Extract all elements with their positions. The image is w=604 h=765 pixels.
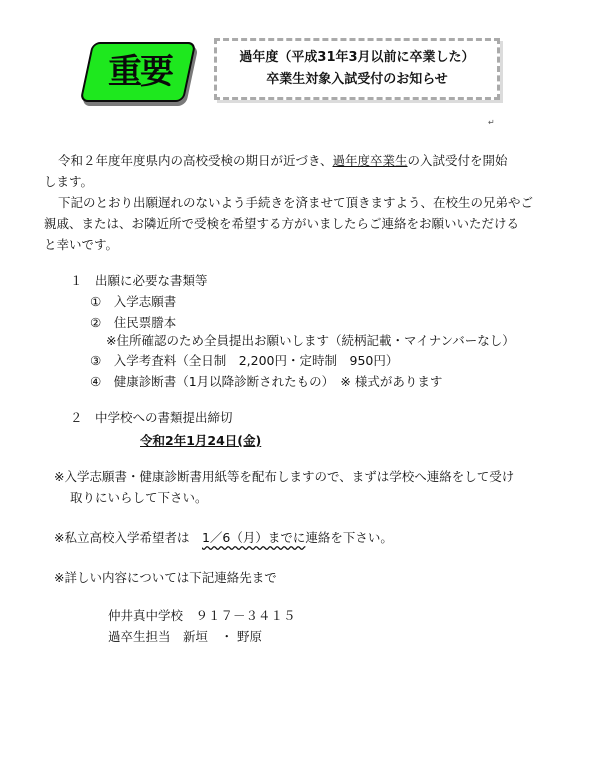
note-3: ※詳しい内容については下記連絡先まで <box>54 570 277 585</box>
note-2-date: 1／6（月）までに <box>201 530 306 545</box>
section1-heading: １ 出願に必要な書類等 <box>70 273 208 288</box>
intro-line-1-start: 令和２年度年度県内の高校受検の期日が近づき、 <box>58 153 333 168</box>
paragraph-mark: ↵ <box>488 118 495 127</box>
title-line-1: 過年度（平成31年3月以前に卒業した） <box>239 50 475 65</box>
intro-line-5: と幸いです。 <box>44 237 119 252</box>
note-2-end: 連絡を下さい。 <box>305 530 393 545</box>
title-line-2: 卒業生対象入試受付のお知らせ <box>266 72 448 87</box>
intro-highlight: 過年度卒業生 <box>332 153 408 168</box>
section1-note: ※住所確認のため全員提出お願いします（続柄記載・マイナンバーなし） <box>106 333 515 348</box>
contact-school: 仲井真中学校 ９１７－３４１５ <box>108 608 296 623</box>
section1-item-4: ④ 健康診断書（1月以降診断されたもの） ※ 様式があります <box>90 374 443 389</box>
intro-line-1-end: の入試受付を開始 <box>407 153 508 168</box>
note-2 <box>54 527 393 548</box>
important-badge-label: 重要 <box>108 52 172 92</box>
intro-line-2: します。 <box>44 174 94 189</box>
contact-staff: 過卒生担当 新垣 ・ 野原 <box>108 629 262 644</box>
section1-item-1: ① 入学志願書 <box>90 294 177 309</box>
note-1-line-1: ※入学志願書・健康診断書用紙等を配布しますので、まずは学校へ連絡をして受け <box>54 469 515 484</box>
deadline-date: 令和2年1月24日(金) <box>140 433 262 448</box>
note-1-line-2: 取りにいらして下さい。 <box>70 490 208 505</box>
section1-item-2: ② 住民票謄本 <box>90 315 177 330</box>
intro-line-3: 下記のとおり出願遅れのないよう手続きを済ませて頂きますよう、在校生の兄弟やご <box>58 195 534 210</box>
intro-line-4: 親戚、または、お隣近所で受検を希望する方がいましたらご連絡をお願いいただける <box>44 216 520 231</box>
section2-heading: ２ 中学校への書類提出締切 <box>70 410 233 425</box>
title-box <box>214 38 500 100</box>
section1-item-3: ③ 入学考査料（全日制 2,200円・定時制 950円） <box>90 353 399 368</box>
intro-line-1 <box>58 150 508 171</box>
note-2-start: ※私立高校入学希望者は <box>54 530 202 545</box>
